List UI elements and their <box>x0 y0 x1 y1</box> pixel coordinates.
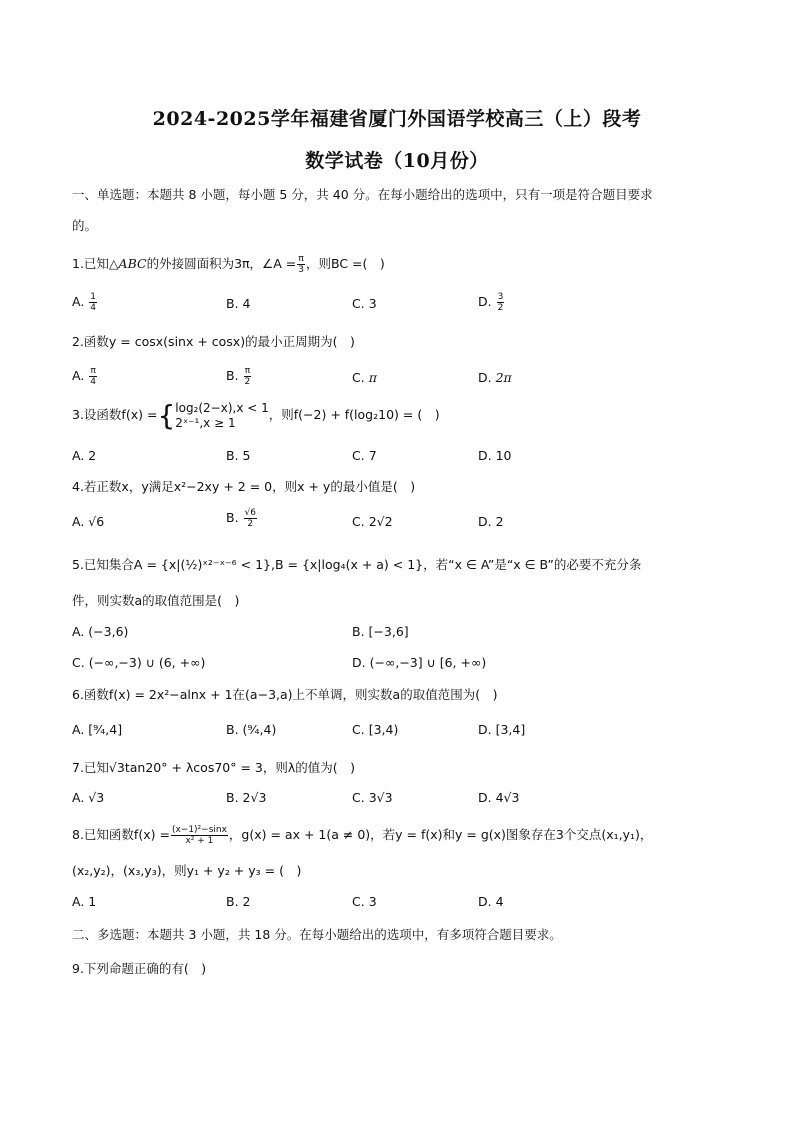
question-8-option-d[interactable]: D. 4 <box>478 894 504 909</box>
question-2-option-b[interactable]: B. $\frac{\pi}{2}$ <box>226 366 251 387</box>
exam-subtitle: 数学试卷（10月份） <box>305 150 489 172</box>
exam-title: 2024-2025学年福建省厦门外国语学校高三（上）段考 <box>152 108 642 130</box>
question-5-option-b[interactable]: B. [−3,6] <box>352 624 409 639</box>
brace-icon: { <box>157 398 176 432</box>
question-5-stem: 5.已知集合A = {x|(½)ˣ²⁻ˣ⁻⁶ < 1},B = {x|log₄(x + a) < 1}，若“x ∈ A”是“x ∈ B”的必要不充分条 <box>72 557 642 572</box>
question-2-option-d[interactable]: D. 2π <box>478 370 512 385</box>
question-4-option-c[interactable]: C. 2√2 <box>352 514 393 529</box>
question-8-option-b[interactable]: B. 2 <box>226 894 251 909</box>
question-3-option-d[interactable]: D. 10 <box>478 448 512 463</box>
question-5-option-c[interactable]: C. (−∞,−3) ∪ (6, +∞) <box>72 655 206 670</box>
question-1-option-d[interactable]: D. $\frac{3}{2}$ <box>478 292 504 313</box>
question-5-stem-cont: 件，则实数a的取值范围是( ) <box>72 593 240 608</box>
piecewise-cases: log₂(2−x),x < 1 2ˣ⁻¹,x ≥ 1 <box>175 400 269 430</box>
question-3-option-c[interactable]: C. 7 <box>352 448 377 463</box>
question-7-option-b[interactable]: B. 2√3 <box>226 790 267 805</box>
question-5-option-d[interactable]: D. (−∞,−3] ∪ [6, +∞) <box>352 655 487 670</box>
question-1-option-b[interactable]: B. 4 <box>226 296 251 311</box>
question-9-stem: 9.下列命题正确的有( ) <box>72 961 207 976</box>
question-3-option-a[interactable]: A. 2 <box>72 448 97 463</box>
question-8-stem-cont: (x₂,y₂)，(x₃,y₃)，则y₁ + y₂ + y₃ = ( ) <box>72 863 302 878</box>
question-7-option-c[interactable]: C. 3√3 <box>352 790 393 805</box>
question-1-option-a[interactable]: A. $\frac{1}{4}$ <box>72 292 97 313</box>
question-8-option-a[interactable]: A. 1 <box>72 894 97 909</box>
question-4-stem: 4.若正数x，y满足x²−2xy + 2 = 0，则x + y的最小值是( ) <box>72 479 416 494</box>
section1-heading: 一、单选题：本题共 8 小题，每小题 5 分，共 40 分。在每小题给出的选项中，只有一项是符合题目要求 <box>72 187 653 202</box>
question-1-stem: 1.已知△ABC的外接圆面积为3π，∠A = $\frac{\pi}{3}$ ，则BC =( ) <box>72 254 385 275</box>
question-4-option-d[interactable]: D. 2 <box>478 514 504 529</box>
question-6-option-d[interactable]: D. [3,4] <box>478 722 526 737</box>
question-6-option-a[interactable]: A. [⁹⁄₄,4] <box>72 722 123 737</box>
question-8-option-c[interactable]: C. 3 <box>352 894 377 909</box>
question-6-option-b[interactable]: B. (⁹⁄₄,4) <box>226 722 277 737</box>
section1-heading-cont: 的。 <box>72 218 98 233</box>
question-6-stem: 6.函数f(x) = 2x²−alnx + 1在(a−3,a)上不单调，则实数a的取值范围为( ) <box>72 687 498 702</box>
question-2-stem: 2.函数y = cosx(sinx + cosx)的最小正周期为( ) <box>72 334 355 349</box>
question-5-option-a[interactable]: A. (−3,6) <box>72 624 129 639</box>
question-4-option-a[interactable]: A. √6 <box>72 514 105 529</box>
question-7-option-a[interactable]: A. √3 <box>72 790 105 805</box>
fraction: $\frac{\text{(x−1)²−sinx}}{\text{x² + 1}}$ <box>171 825 227 846</box>
question-7-stem: 7.已知√3tan20° + λcos70° = 3，则λ的值为( ) <box>72 760 356 775</box>
fraction: $\frac{\pi}{3}$ <box>298 254 304 275</box>
question-6-option-c[interactable]: C. [3,4) <box>352 722 399 737</box>
question-2-option-a[interactable]: A. $\frac{\pi}{4}$ <box>72 366 97 387</box>
question-2-option-c[interactable]: C. π <box>352 370 377 385</box>
question-8-stem: 8.已知函数f(x) = $\frac{\text{(x−1)²−sinx}}{\text{x² + 1}}$ ，g(x) = ax + 1(a ≠ 0)，若y = f(x)和y = g(x)图象存在3个交点(x₁,y₁)， <box>72 825 653 846</box>
question-3-option-b[interactable]: B. 5 <box>226 448 251 463</box>
section2-heading: 二、多选题：本题共 3 小题，共 18 分。在每小题给出的选项中，有多项符合题目要求。 <box>72 927 562 942</box>
question-4-option-b[interactable]: B. $\frac{√6}{2}$ <box>226 508 257 529</box>
question-7-option-d[interactable]: D. 4√3 <box>478 790 520 805</box>
question-3-stem: 3.设函数f(x) ={ log₂(2−x),x < 1 2ˣ⁻¹,x ≥ 1 ，则f(−2) + f(log₂10) = ( ) <box>72 398 440 432</box>
question-1-option-c[interactable]: C. 3 <box>352 296 377 311</box>
